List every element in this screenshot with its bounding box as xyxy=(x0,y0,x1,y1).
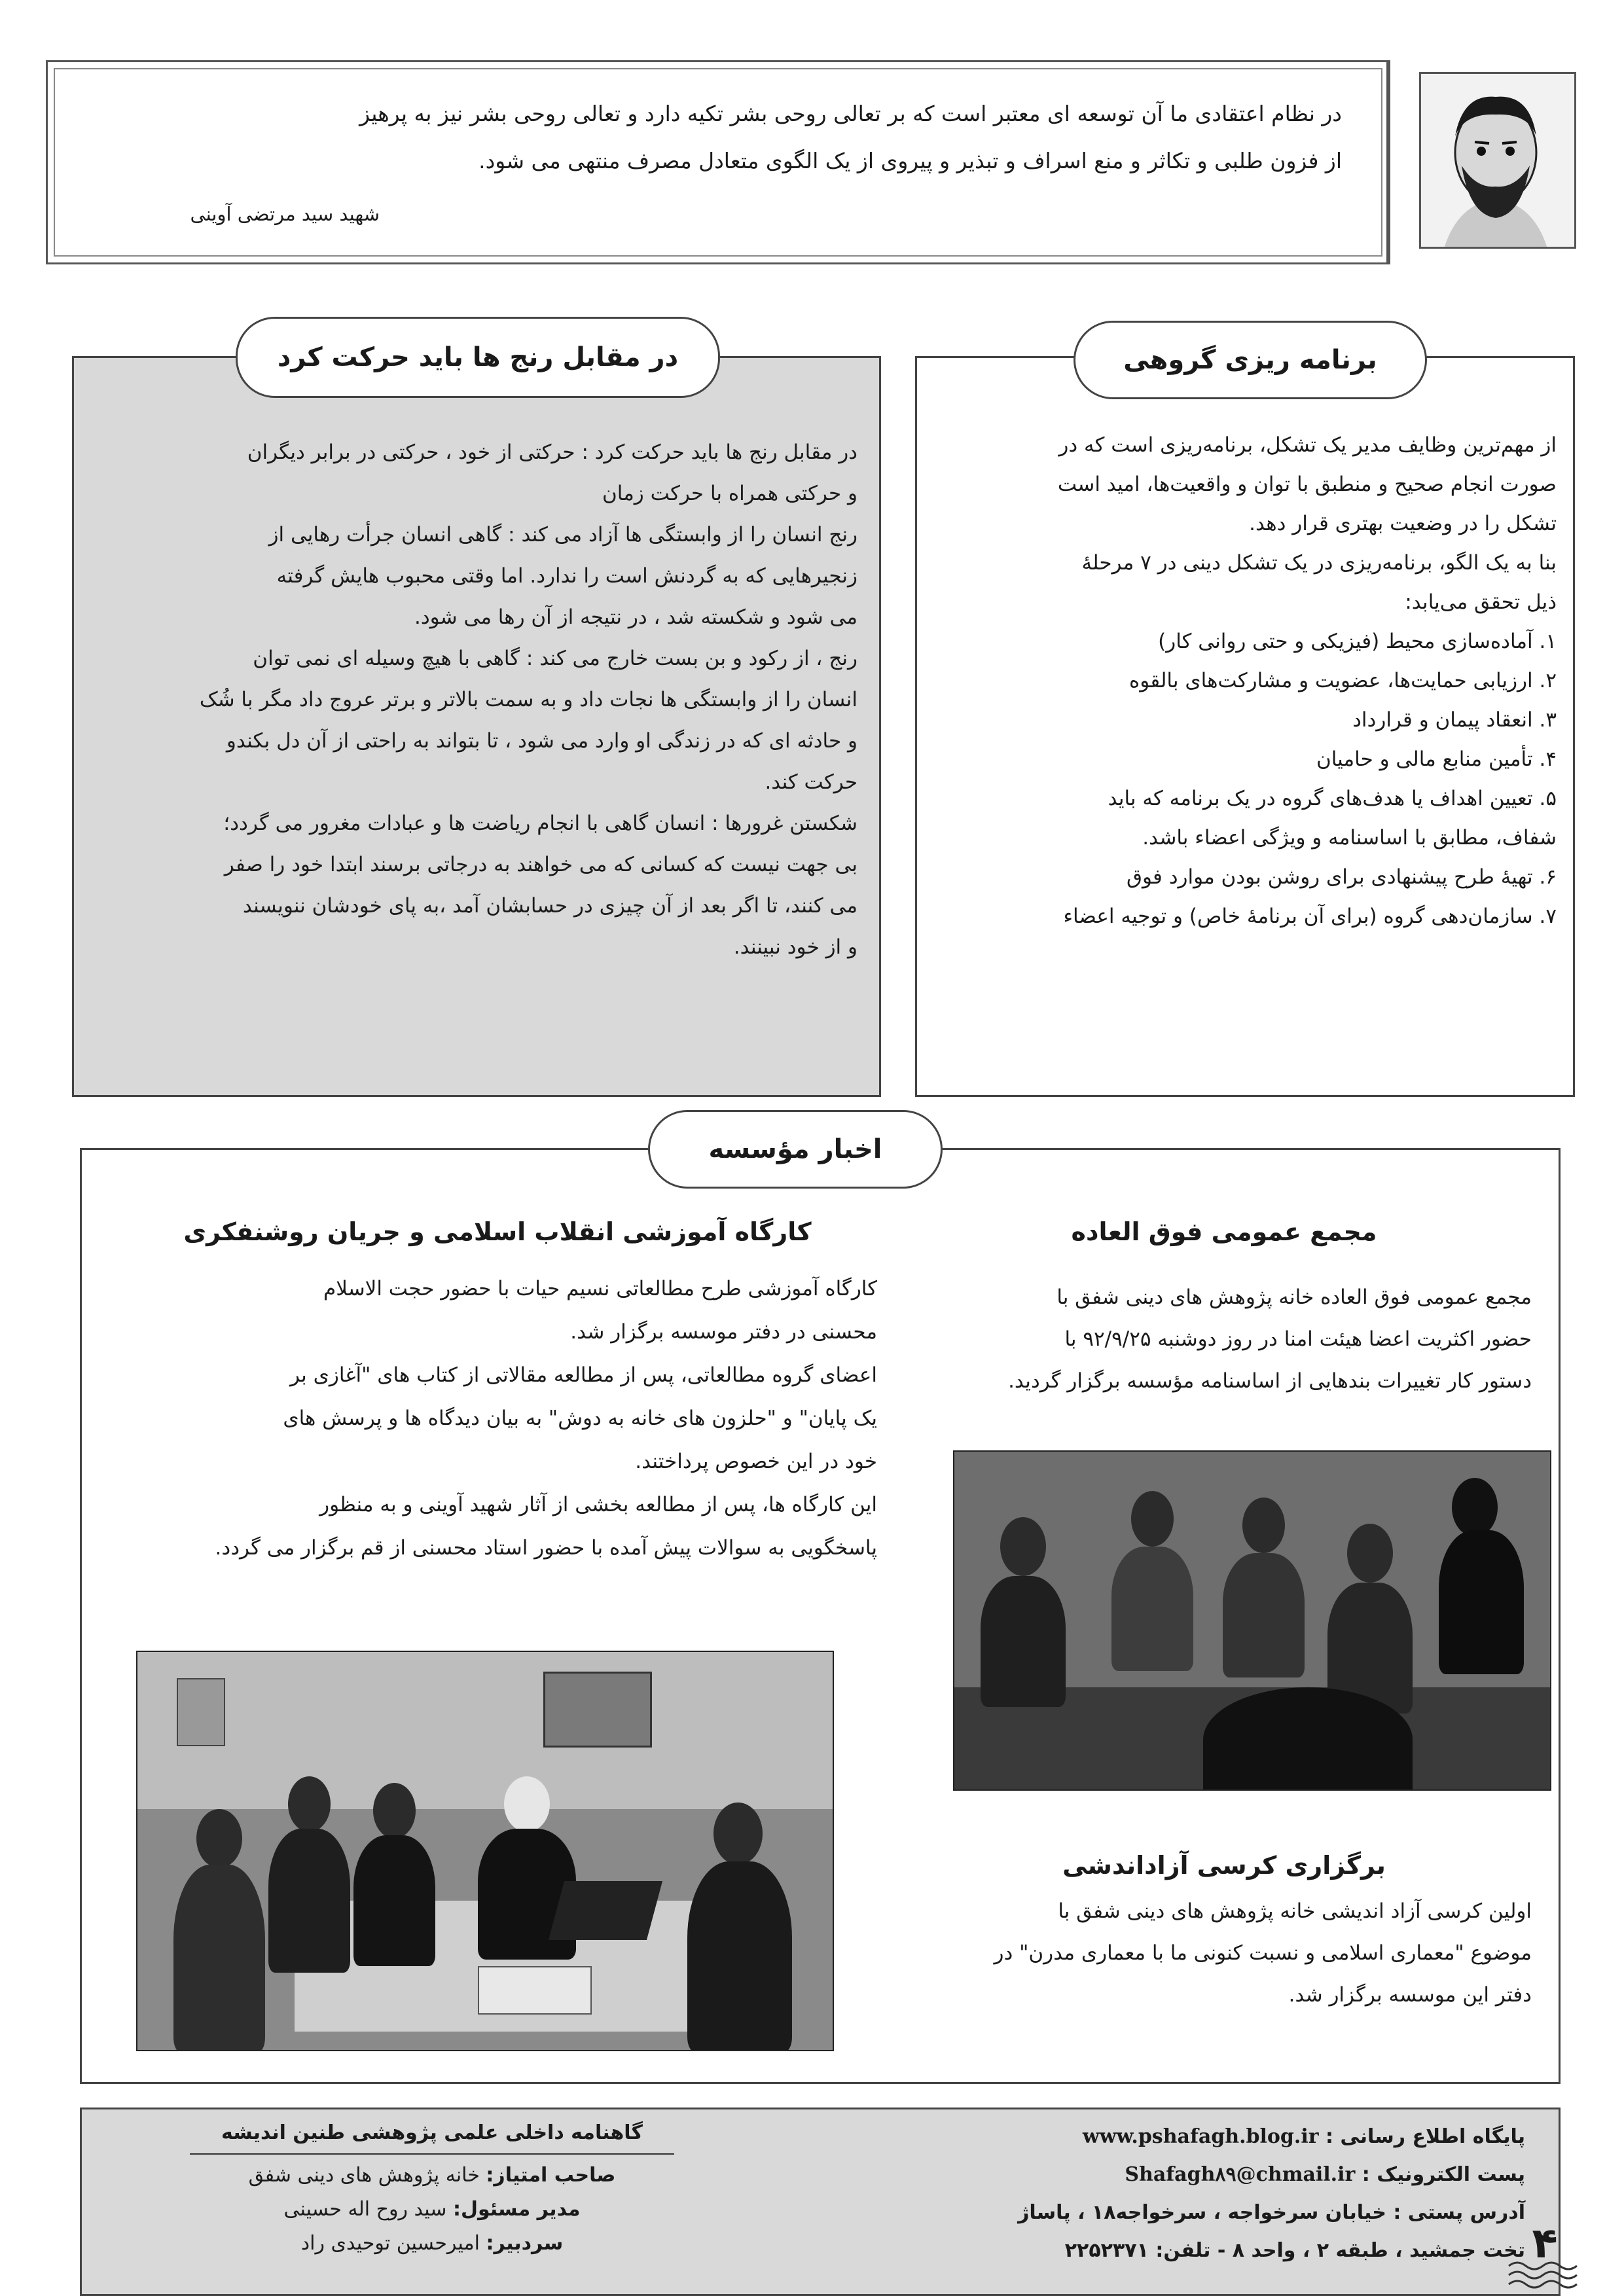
hs-line-6: رنج ، از رکود و بن بست خارج می کند : گاهی با هیچ وسیله ای نمی توان xyxy=(253,647,857,670)
owner-label: صاحب امتیاز: xyxy=(486,2164,616,2187)
workshop-line-6: این کارگاه ها، پس از مطالعه بخشی از آثار شهید آوینی و به منظور xyxy=(319,1493,877,1516)
hs-line-1: در مقابل رنج ها باید حرکت کرد : حرکتی از خود ، حرکتی در برابر دیگران xyxy=(247,440,857,464)
portrait-drawing xyxy=(1419,74,1574,249)
group-planning-title: برنامه ریزی گروهی xyxy=(1074,321,1427,399)
workshop-title: کارگاه آموزشی انقلاب اسلامی و جریان روشنفکری xyxy=(183,1217,812,1246)
editor-row xyxy=(190,2227,674,2261)
hs-line-4: زنجیرهایی که به گردنش است را ندارد. اما وقتی محبوب هایش گرفته xyxy=(276,564,857,588)
freethinking-line-2: موضوع "معماری اسلامی و نسبت کنونی ما با معماری مدرن" در xyxy=(994,1941,1532,1965)
quote-line-2: از فزون طلبی و تکاثر و منع اسراف و تبذیر و پیروی از یک الگوی متعادل مصرف منتهی می شود. xyxy=(478,148,1342,173)
quote-line-1: در نظام اعتقادی ما آن توسعه ای معتبر است که بر تعالی روحی بشر تکیه دارد و تعالی روحی بشر نیز به پرهیز xyxy=(359,101,1342,126)
website-row xyxy=(753,2118,1525,2156)
gp-intro-5: ذیل تحقق می‌یابد: xyxy=(1405,590,1557,614)
freethinking-text xyxy=(916,1890,1532,2016)
freethinking-title: برگزاری کرسی آزاداندشی xyxy=(1062,1851,1386,1880)
hs-line-13: و از خود نبینند. xyxy=(733,935,857,959)
gp-intro-3: تشکل را در وضعیت بهتری قرار دهد. xyxy=(1249,512,1557,535)
owner-row xyxy=(190,2159,674,2193)
manager-value: سید روح اله حسینی xyxy=(283,2198,447,2221)
address-line-2: تخت جمشید ، طبقه ۲ ، واحد ۸ - تلفن: ۲۲۵۲۳۷۱ xyxy=(1064,2239,1525,2262)
email-label: پست الکترونیک : xyxy=(1362,2163,1525,2186)
footer-publication xyxy=(190,2115,674,2261)
hs-line-10: شکستن غرورها : انسان گاهی با انجام ریاضت ها و عبادات مغرور می گردد؛ xyxy=(223,812,857,835)
hs-line-9: حرکت کند. xyxy=(765,770,857,794)
owner-value: خانه پژوهش های دینی شفق xyxy=(248,2164,480,2187)
assembly-line-2: حضور اکثریت اعضا هیئت امنا در روز دوشنبه ۹۲/۹/۲۵ با xyxy=(1064,1327,1532,1351)
hs-line-11: بی جهت نیست که کسانی که می خواهند به درجاتی برسند ابتدا خود را صفر xyxy=(224,853,857,876)
editor-value: امیرحسین توحیدی راد xyxy=(300,2232,480,2255)
gp-intro-4: بنا به یک الگو، برنامه‌ریزی در یک تشکل دینی در ۷ مرحلهٔ xyxy=(1081,551,1557,575)
hs-line-7: انسان را از وابستگی ها نجات داد و به سمت بالاتر و برتر عروج داد مگر با شُک xyxy=(199,688,857,711)
email-row xyxy=(753,2156,1525,2194)
wave-icon xyxy=(1506,2258,1578,2291)
avini-portrait xyxy=(1419,72,1576,249)
assembly-line-1: مجمع عمومی فوق العاده خانه پژوهش های دینی شفق با xyxy=(1056,1285,1532,1309)
hs-line-12: می کنند، تا اگر بعد از آن چیزی در حسابشان آمد ،به پای خودشان ننویسند xyxy=(242,894,857,918)
workshop-line-3: اعضای گروه مطالعاتی، پس از مطالعه مقالاتی از کتاب های "آغازی بر xyxy=(290,1363,877,1387)
workshop-line-7: پاسخگویی به سوالات پیش آمده با حضور استاد محسنی از قم برگزار می گردد. xyxy=(215,1536,877,1560)
gp-item-5: ۵. تعیین اهداف یا هدف‌های گروه در یک برنامه که باید xyxy=(1108,787,1557,810)
hs-line-8: و حادثه ای که در زندگی او وارد می شود ، تا بتواند به راحتی از آن دل بکندو xyxy=(226,729,857,753)
hs-line-3: رنج انسان را از وابستگی ها آزاد می کند : گاهی انسان جرأت رهایی از xyxy=(268,523,857,547)
quote-divider xyxy=(1386,60,1388,264)
workshop-line-5: خود در این خصوص پرداختند. xyxy=(635,1450,877,1473)
hs-line-5: می شود و شکسته شد ، در نتیجه از آن رها می شود. xyxy=(414,605,857,629)
freethinking-line-1: اولین کرسی آزاد اندیشی خانه پژوهش های دینی شفق با xyxy=(1058,1899,1532,1923)
gp-item-5b: شفاف، مطابق با اساسنامه و ویژگی اعضاء باشد. xyxy=(1142,826,1557,850)
assembly-text xyxy=(916,1276,1532,1402)
group-planning-text xyxy=(935,425,1557,936)
website-label: پایگاه اطلاع رسانی : xyxy=(1325,2125,1525,2148)
hs-line-2: و حرکتی همراه با حرکت زمان xyxy=(602,482,857,505)
manager-row xyxy=(190,2193,674,2227)
gp-item-3: ۳. انعقاد پیمان و قرارداد xyxy=(1352,708,1557,732)
email-link[interactable]: Shafagh۸۹@chmail.ir xyxy=(1125,2163,1356,2186)
gp-item-2: ۲. ارزیابی حمایت‌ها، عضویت و مشارکت‌های بالقوه xyxy=(1129,669,1557,692)
page-number: ۴ xyxy=(1532,2219,1558,2268)
website-link[interactable]: www.pshafagh.blog.ir xyxy=(1082,2125,1319,2148)
workshop-line-4: یک پایان" و "حلزون های خانه به دوش" به بیان دیدگاه ها و پرسش های xyxy=(283,1407,877,1430)
gp-item-4: ۴. تأمین منابع مالی و حامیان xyxy=(1316,747,1557,771)
workshop-photo xyxy=(136,1651,834,2051)
workshop-line-1: کارگاه آموزشی طرح مطالعاتی نسیم حیات با حضور حجت الاسلام xyxy=(323,1277,877,1300)
assembly-photo xyxy=(953,1450,1551,1791)
news-title: اخبار مؤسسه xyxy=(648,1110,943,1189)
gp-item-1: ۱. آماده‌سازی محیط (فیزیکی و حتی روانی کار) xyxy=(1158,630,1557,653)
hardships-title: در مقابل رنج ها باید حرکت کرد xyxy=(236,317,720,398)
address-line-1: آدرس پستی : خیابان سرخواجه ، سرخواجه۱۸ ، پاساژ xyxy=(1018,2201,1525,2224)
gp-item-6: ۶. تهیهٔ طرح پیشنهادی برای روشن بودن موارد فوق xyxy=(1126,865,1557,889)
publication-title: گاهنامه داخلی علمی پژوهشی طنین اندیشه xyxy=(190,2115,674,2155)
freethinking-line-3: دفتر این موسسه برگزار شد. xyxy=(1288,1983,1532,2007)
assembly-line-3: دستور کار تغییرات بندهایی از اساسنامه مؤسسه برگزار گردید. xyxy=(1008,1369,1532,1393)
workshop-text xyxy=(118,1267,877,1570)
assembly-title: مجمع عمومی فوق العاده xyxy=(1071,1217,1377,1246)
manager-label: مدیر مسئول: xyxy=(452,2198,581,2221)
editor-label: سردبیر: xyxy=(486,2232,564,2255)
gp-intro-1: از مهم‌ترین وظایف مدیر یک تشکل، برنامه‌ریزی است که در xyxy=(1058,433,1557,457)
quote-text xyxy=(98,90,1342,185)
quote-author: شهید سید مرتضی آوینی xyxy=(190,203,380,225)
hardships-text xyxy=(98,432,857,968)
gp-item-7: ۷. سازمان‌دهی گروه (برای آن برنامهٔ خاص) و توجیه اعضاء xyxy=(1063,905,1557,928)
gp-intro-2: صورت انجام صحیح و منطبق با توان و واقعیت‌ها، امید است xyxy=(1057,473,1557,496)
workshop-line-2: محسنی در دفتر موسسه برگزار شد. xyxy=(570,1320,877,1344)
footer-contact xyxy=(753,2118,1525,2270)
